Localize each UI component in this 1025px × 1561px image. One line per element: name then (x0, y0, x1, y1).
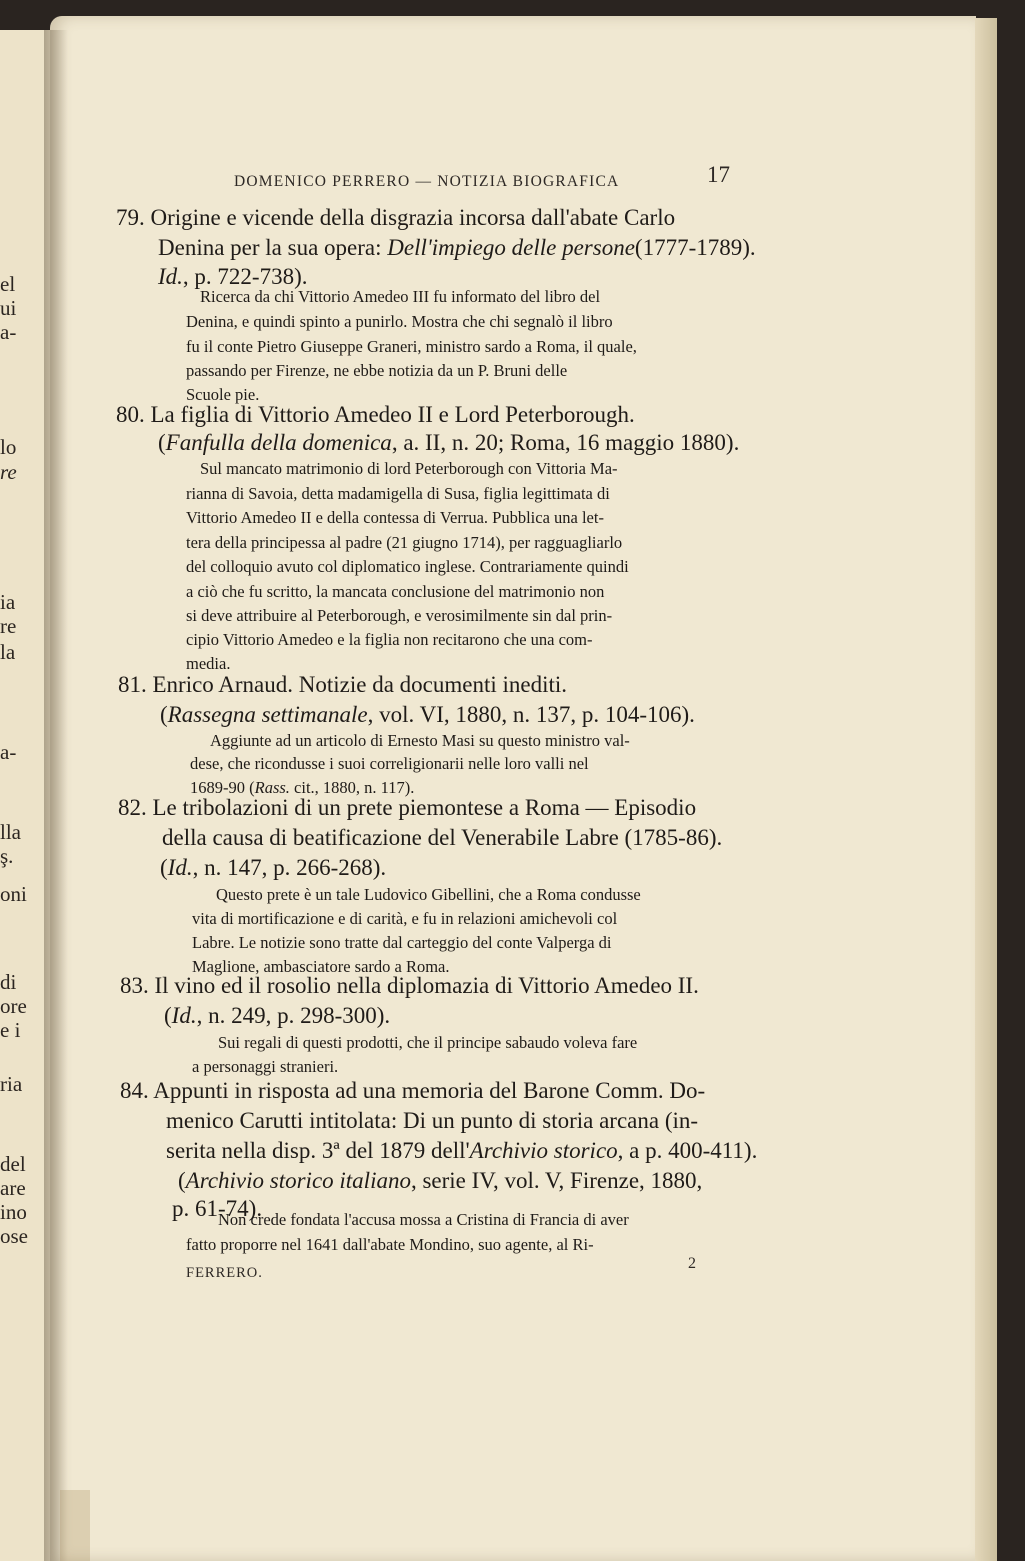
entry-84-line-1: 84. Appunti in risposta ad una memoria del Barone Comm. Do- (120, 1078, 706, 1103)
entry-82-note-4: Maglione, ambasciatore sardo a Roma. (192, 957, 450, 976)
facing-text-fragment: are (0, 1176, 26, 1200)
facing-text-fragment: a- (0, 320, 17, 344)
facing-text-fragment: la (0, 640, 16, 664)
entry-81-citation: (Rassegna settimanale, vol. VI, 1880, n. 137, p. 104-106). (160, 702, 695, 727)
facing-text-fragment: ore (0, 994, 27, 1018)
entry-81-note-2: dese, che ricondusse i suoi correligionarii nelle loro valli nel (190, 754, 589, 773)
entry-79-note-2: Denina, e quindi spinto a punirlo. Mostra che chi segnalò il libro (186, 312, 613, 331)
signature-number: 2 (688, 1255, 696, 1272)
entry-81-note-3: 1689-90 (Rass. cit., 1880, n. 117). (190, 778, 415, 797)
facing-text-fragment: ose (0, 1224, 28, 1248)
spine-shadow (44, 30, 68, 1561)
entry-80-note-3: Vittorio Amedeo II e della contessa di Verrua. Pubblica una let- (186, 508, 604, 527)
entry-83-citation: (Id., n. 249, p. 298-300). (164, 1003, 391, 1028)
entry-79-note-4: passando per Firenze, ne ebbe notizia da un P. Bruni delle (186, 361, 568, 380)
running-head: DOMENICO PERRERO — NOTIZIA BIOGRAFICA (234, 173, 620, 190)
facing-text-fragment: re (0, 460, 17, 484)
entry-79-note-1: Ricerca da chi Vittorio Amedeo III fu informato del libro del (200, 287, 601, 306)
facing-text-fragment: ria (0, 1072, 23, 1096)
entry-80-note-6: a ciò che fu scritto, la mancata conclusione del matrimonio non (186, 582, 605, 601)
page-edge-strip (975, 18, 997, 1561)
facing-text-fragment: el (0, 272, 16, 296)
entry-79-citation: Id., p. 722-738). (158, 264, 308, 289)
entry-80-note-7: si deve attribuire al Peterborough, e verosimilmente sin dal prin- (186, 606, 613, 625)
entry-82-note-1: Questo prete è un tale Ludovico Gibellini, che a Roma condusse (216, 885, 641, 904)
binding-stain (60, 1490, 90, 1561)
entry-79-line-1: 79. Origine e vicende della disgrazia incorsa dall'abate Carlo (116, 205, 676, 230)
entry-81-note-1: Aggiunte ad un articolo di Ernesto Masi su questo ministro val- (210, 731, 630, 750)
entry-82-note-3: Labre. Le notizie sono tratte dal carteggio del conte Valperga di (192, 933, 612, 952)
entry-82-citation: (Id., n. 147, p. 266-268). (160, 855, 387, 880)
entry-80-citation: (Fanfulla della domenica, a. II, n. 20; Roma, 16 maggio 1880). (158, 430, 740, 455)
facing-text-fragment: ia (0, 590, 16, 614)
entry-79-line-2: Denina per la sua opera: Dell'impiego delle persone(1777-1789). (158, 235, 756, 260)
facing-text-fragment: del (0, 1152, 26, 1176)
facing-text-fragment: ui (0, 296, 17, 320)
facing-text-fragment: lla (0, 820, 21, 844)
facing-text-fragment: ş. (0, 844, 14, 868)
entry-83-note-2: a personaggi stranieri. (192, 1057, 339, 1076)
entry-84-citation: (Archivio storico italiano, serie IV, vol. V, Firenze, 1880, (178, 1168, 703, 1193)
signature-name: FERRERO. (186, 1265, 263, 1281)
entry-83-line-1: 83. Il vino ed il rosolio nella diplomazia di Vittorio Amedeo II. (120, 973, 699, 998)
entry-84-line-2: menico Carutti intitolata: Di un punto di storia arcana (in- (166, 1108, 699, 1133)
entry-80-note-1: Sul mancato matrimonio di lord Peterborough con Vittoria Ma- (200, 459, 618, 478)
entry-84-note-2: fatto proporre nel 1641 dall'abate Mondino, suo agente, al Ri- (186, 1235, 594, 1254)
entry-80-note-4: tera della principessa al padre (21 giugno 1714), per ragguagliarlo (186, 533, 623, 552)
entry-79-note-5: Scuole pie. (186, 385, 260, 404)
entry-80-note-8: cipio Vittorio Amedeo e la figlia non recitarono che una com- (186, 630, 593, 649)
facing-text-fragment: oni (0, 882, 27, 906)
facing-text-fragment: lo (0, 435, 17, 459)
entry-82-note-2: vita di mortificazione e di carità, e fu in relazioni amichevoli col (192, 909, 618, 928)
entry-83-note-1: Sui regali di questi prodotti, che il principe sabaudo voleva fare (218, 1033, 638, 1052)
entry-80-note-5: del colloquio avuto col diplomatico inglese. Contrariamente quindi (186, 557, 629, 576)
entry-79-note-3: fu il conte Pietro Giuseppe Graneri, ministro sardo a Roma, il quale, (186, 337, 637, 356)
entry-80-note-9: media. (186, 654, 231, 673)
facing-text-fragment: a- (0, 740, 17, 764)
facing-text-fragment: ino (0, 1200, 27, 1224)
entry-80-line-1: 80. La figlia di Vittorio Amedeo II e Lord Peterborough. (116, 402, 635, 427)
facing-text-fragment: e i (0, 1018, 21, 1042)
entry-81-line-1: 81. Enrico Arnaud. Notizie da documenti inediti. (118, 672, 568, 697)
page-number: 17 (707, 162, 730, 187)
entry-84-note-1: Non crede fondata l'accusa mossa a Cristina di Francia di aver (218, 1210, 629, 1229)
entry-84-citation-cont: p. 61-74). (172, 1196, 263, 1221)
entry-82-line-1: 82. Le tribolazioni di un prete piemontese a Roma — Episodio (118, 795, 697, 820)
entry-82-line-2: della causa di beatificazione del Venerabile Labre (1785-86). (162, 825, 723, 850)
entry-80-note-2: rianna di Savoia, detta madamigella di Susa, figlia legittimata di (186, 484, 610, 503)
facing-text-fragment: re (0, 614, 17, 638)
entry-84-line-3: serita nella disp. 3ª del 1879 dell'Archivio storico, a p. 400-411). (166, 1138, 758, 1163)
facing-text-fragment: di (0, 970, 17, 994)
entry-79-italic-title: Dell'impiego delle persone (387, 235, 635, 260)
